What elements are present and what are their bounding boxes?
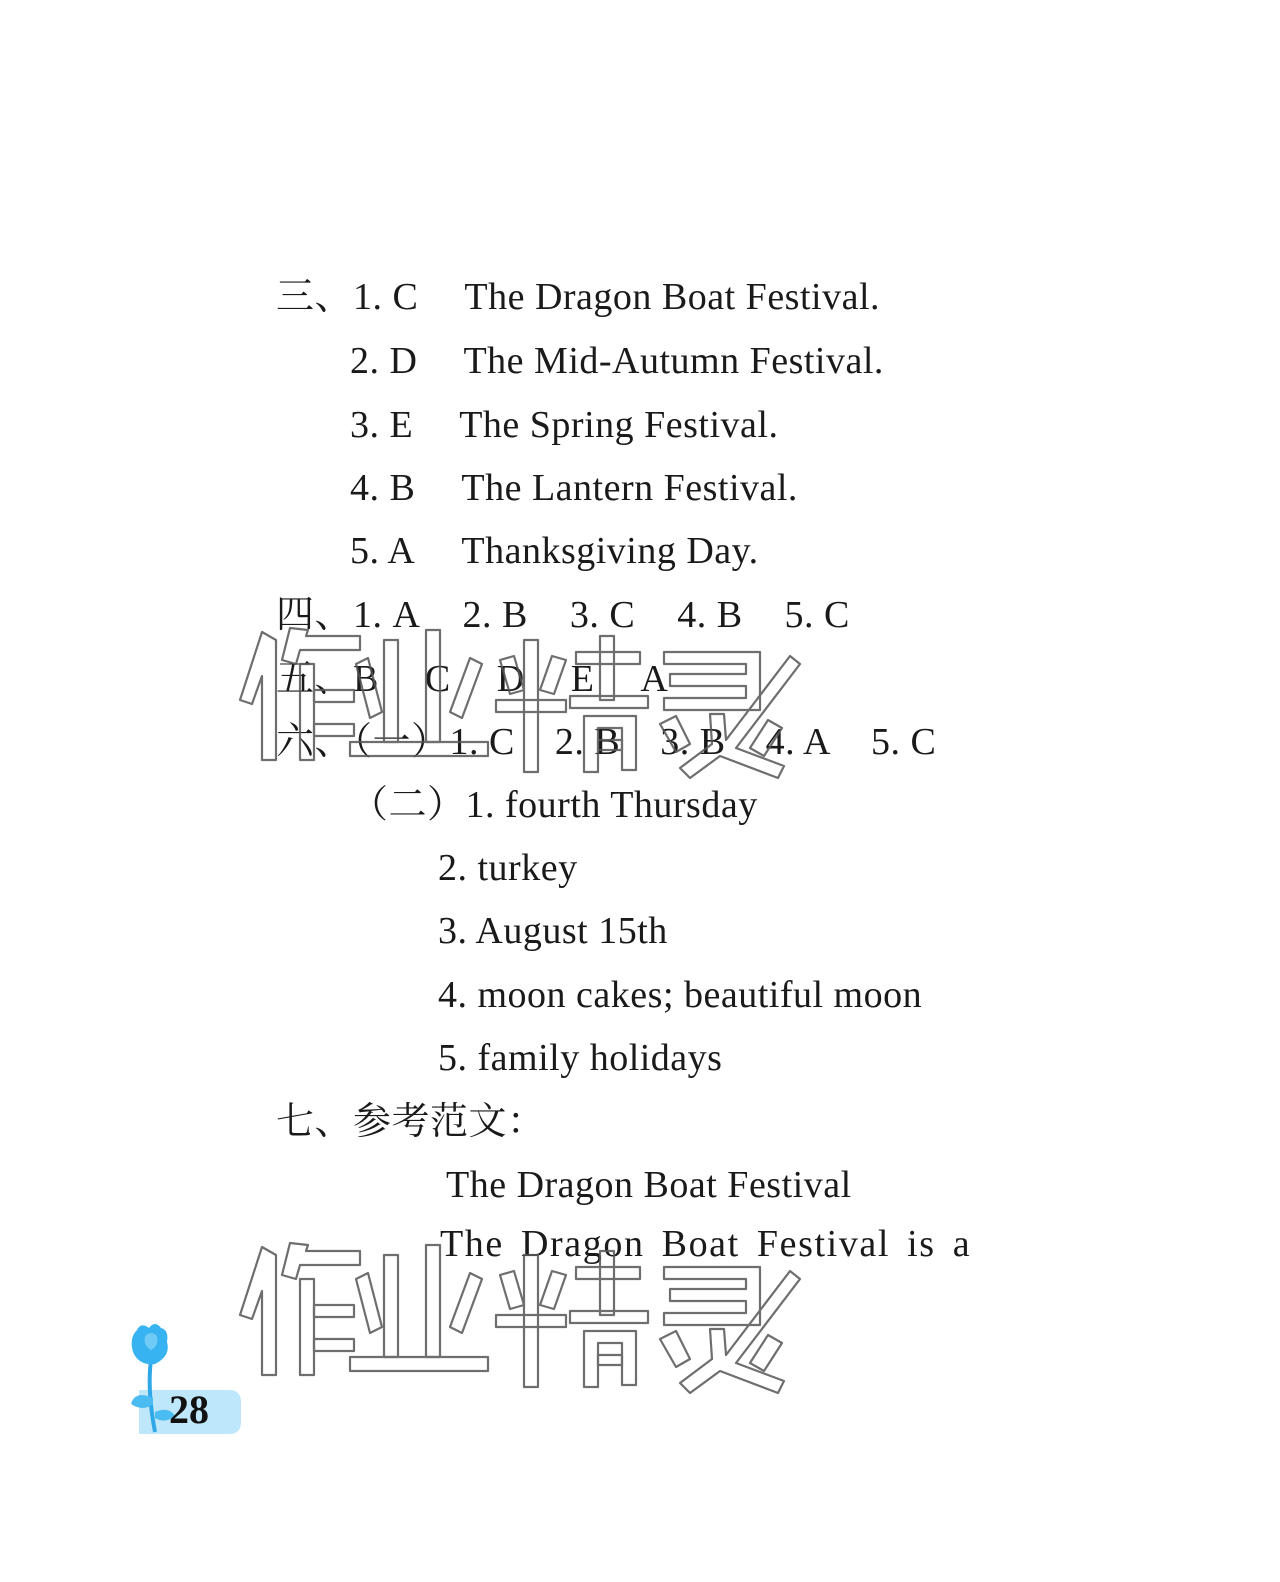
section6-part1-label: （一）: [353, 721, 450, 763]
section6-part2-item-3: [438, 908, 668, 954]
section4-label: 四、: [276, 594, 354, 636]
section4-answer: 2. B: [462, 594, 528, 636]
section5-answer: E: [570, 658, 595, 700]
section6-part2-label: （二）: [350, 784, 466, 826]
section3-item-num: 4. B: [350, 467, 416, 509]
section6-label: 六、: [276, 721, 354, 763]
essay-line-1-text: The Dragon Boat Festival is a: [440, 1223, 972, 1265]
section3-item-1: [276, 274, 880, 320]
section6-part1-answer: 1. C: [449, 721, 515, 763]
section7-label-text: 七、参考范文：: [276, 1101, 546, 1143]
section6-part1-answer: 2. B: [554, 721, 621, 763]
section6-part2-item-1: [350, 782, 758, 828]
section3-item-text: The Lantern Festival.: [461, 467, 798, 509]
section3-item-3: [350, 402, 778, 448]
section6-part2-item: 2. turkey: [438, 847, 578, 889]
section3-item-text: The Mid-Autumn Festival.: [463, 340, 884, 382]
section5-row: [276, 656, 668, 702]
section6-part2-item: 5. family holidays: [438, 1037, 723, 1079]
section3-item-text: The Dragon Boat Festival.: [464, 276, 881, 318]
section3-item-text: The Spring Festival.: [459, 404, 779, 446]
section6-part1-answer: 5. C: [870, 721, 937, 763]
section5-answer: D: [496, 658, 525, 700]
section3-item-text: Thanksgiving Day.: [461, 530, 759, 572]
section6-part2-item-5: [438, 1035, 722, 1081]
essay-title: [446, 1162, 852, 1208]
section4-answer: 5. C: [784, 594, 850, 636]
section5-answer: A: [640, 658, 669, 700]
section7-label: [276, 1099, 546, 1145]
section6-part2-item-4: [438, 972, 922, 1018]
section6-part2-item: 1. fourth Thursday: [465, 784, 758, 826]
section5-answer: C: [424, 658, 451, 700]
section3-item-4: [350, 465, 798, 511]
section4-answer: 1. A: [353, 594, 421, 636]
section3-item-num: 3. E: [350, 404, 414, 446]
section3-item-5: [350, 528, 759, 574]
section5-answer: B: [353, 658, 379, 700]
section3-item-num: 5. A: [350, 530, 416, 572]
section3-item-num: 2. D: [350, 340, 418, 382]
section6-part2-item: 3. August 15th: [438, 910, 668, 952]
section6-part1-row: [276, 719, 936, 765]
section5-label: 五、: [276, 658, 354, 700]
section3-item-num: 1. C: [353, 276, 419, 318]
section3-item-2: [350, 338, 884, 384]
essay-title-text: The Dragon Boat Festival: [446, 1164, 852, 1206]
page-number-badge: [125, 1320, 255, 1445]
section6-part2-item: 4. moon cakes; beautiful moon: [438, 974, 923, 1016]
section4-answer: 3. C: [569, 594, 636, 636]
section3-label: 三、: [276, 276, 354, 318]
section6-part1-answer: 3. B: [660, 721, 726, 763]
essay-line-1: [440, 1221, 971, 1267]
section6-part2-item-2: [438, 845, 578, 891]
page-number: 28: [169, 1387, 209, 1432]
section6-part1-answer: 4. A: [765, 721, 831, 763]
section4-answer: 4. B: [677, 594, 743, 636]
section4-row: [276, 592, 850, 638]
